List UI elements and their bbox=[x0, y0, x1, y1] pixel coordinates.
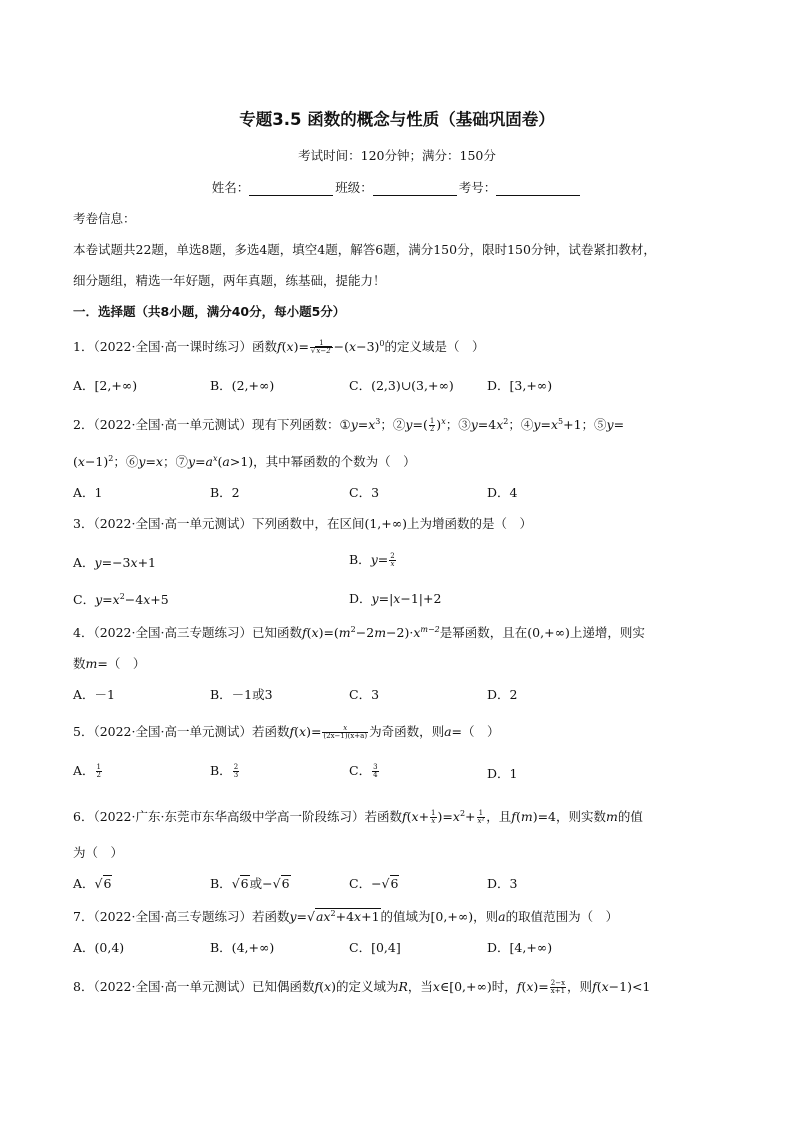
q5-mid: 为奇函数，则 bbox=[369, 724, 445, 739]
q7-mid: 的值域为 bbox=[380, 909, 431, 924]
q7-option-d: D．[4,+∞) bbox=[487, 940, 553, 955]
q5-option-c: C． $\frac{3}{4}$ bbox=[349, 763, 378, 779]
q4-option-d: D．2 bbox=[487, 687, 518, 702]
question-1: 1．（2022·全国·高一课时练习）函数f(x)= $\frac{1}{√x-2}$ $-(x-3)^0$的定义域是（ ） bbox=[73, 339, 485, 355]
q4-line2: 数 bbox=[73, 656, 86, 671]
q7-mid2: ，则 bbox=[473, 909, 499, 924]
q1-formula: f bbox=[276, 339, 282, 354]
q1-option-b: B．(2,+∞) bbox=[210, 378, 275, 393]
info-line2: 细分题组，精选一年好题，两年真题，练基础，提能力！ bbox=[73, 273, 386, 288]
q6-option-b: B．√6或−√6 bbox=[210, 876, 290, 891]
q1-option-a: A．[2,+∞) bbox=[73, 378, 138, 393]
q7-text: 7．（2022·全国·高三专题练习）若函数 bbox=[73, 909, 290, 924]
q8-mid: 的定义域为 bbox=[335, 979, 399, 994]
question-6-line2: 为（ ） bbox=[73, 845, 124, 860]
section1-heading: 一．选择题（共8小题，满分40分，每小题5分） bbox=[73, 304, 346, 319]
q6-mid: ，且 bbox=[486, 809, 512, 824]
q3-text: 3．（2022·全国·高一单元测试）下列函数中，在区间 bbox=[73, 516, 365, 531]
q7-option-c: C．[0,4] bbox=[349, 940, 401, 955]
q2-option-b: B．2 bbox=[210, 485, 240, 500]
question-5: 5．（2022·全国·高一单元测试）若函数f(x)= $\frac{x}{(2x-1)(x+a)}$ 为奇函数，则a=（ ） bbox=[73, 724, 500, 740]
q1-fraction: $\frac{1}{√x-2}$ bbox=[310, 339, 331, 355]
q8-mid2: ，当 bbox=[407, 979, 433, 994]
q7-option-a: A．(0,4) bbox=[73, 940, 125, 955]
question-8: 8．（2022·全国·高一单元测试）已知偶函数f(x)的定义域为R，当x∈[0,+∞)时，f(x)= $\frac{2-x}{x+1}$ ，则f(x−1)<1 bbox=[73, 979, 651, 995]
q4-text: 4．（2022·全国·高三专题练习）已知函数 bbox=[73, 625, 302, 640]
q8-mid3: 时， bbox=[491, 979, 517, 994]
class-blank bbox=[373, 183, 457, 196]
info-line1: 本卷试题共22题，单选8题，多选4题，填空4题，解答6题，满分150分，限时150分钟，试卷紧扣教材， bbox=[73, 242, 656, 257]
q6-option-d: D．3 bbox=[487, 876, 518, 891]
q1-tail: 的定义域是（ ） bbox=[384, 339, 485, 354]
question-4-line2: 数m=（ ） bbox=[73, 656, 146, 671]
q8-mid4: ，则 bbox=[567, 979, 593, 994]
question-2: 2．（2022·全国·高一单元测试）现有下列函数：$①y=x^3$；②y=( $\frac{1}{2}$ )$^x$；$③y=4x^2$；$④y=x^5+1$；⑤y= bbox=[73, 417, 625, 433]
q3-option-b: B．y= $\frac{2}{x}$ bbox=[349, 552, 395, 568]
q1-option-d: D．[3,+∞) bbox=[487, 378, 553, 393]
q4-option-a: A．－1 bbox=[73, 687, 115, 702]
q5-tail: （ ） bbox=[462, 724, 500, 739]
q4-mid2: 上递增，则实 bbox=[569, 625, 645, 640]
name-label: 姓名： bbox=[211, 180, 250, 195]
q4-mid: 是幂函数，且在 bbox=[439, 625, 528, 640]
question-2-line2: $(x-1)^2$；⑥y=x；$⑦y=a^x(a>1)$，其中幂函数的个数为（ ） bbox=[73, 454, 416, 469]
question-4: 4．（2022·全国·高三专题练习）已知函数$f(x)=(m^2-2m-2)\cdot x^{m-2}$是幂函数，且在(0,+∞)上递增，则实 bbox=[73, 625, 645, 640]
name-blank bbox=[249, 183, 333, 196]
page-title: 专题3.5 函数的概念与性质（基础巩固卷） bbox=[239, 110, 555, 129]
number-label: 考号： bbox=[458, 180, 497, 195]
class-label: 班级： bbox=[335, 180, 373, 195]
q2-tail: ，其中幂函数的个数为（ ） bbox=[253, 454, 416, 469]
q8-text: 8．（2022·全国·高一单元测试）已知偶函数 bbox=[73, 979, 315, 994]
q6-option-a: A．√6 bbox=[73, 876, 112, 891]
q5-text: 5．（2022·全国·高一单元测试）若函数 bbox=[73, 724, 290, 739]
q2-option-c: C．3 bbox=[349, 485, 380, 500]
q5-option-d: D．1 bbox=[487, 766, 518, 781]
q3-mid: 上为增函数的是（ ） bbox=[407, 516, 533, 531]
q6-text: 6．（2022·广东·东莞市东华高级中学高一阶段练习）若函数 bbox=[73, 809, 402, 824]
q3-option-c: C．$y=x^2-4x+5$ bbox=[73, 592, 169, 607]
q5-option-a: A． $\frac{1}{2}$ bbox=[73, 763, 101, 779]
q5-option-b: B． $\frac{2}{3}$ bbox=[210, 763, 239, 779]
q6-mid2: ，则实数 bbox=[556, 809, 607, 824]
q4-tail: （ ） bbox=[107, 656, 146, 671]
number-blank bbox=[496, 183, 580, 196]
q4-option-c: C．3 bbox=[349, 687, 380, 702]
q3-option-d: D．y=|x−1|+2 bbox=[349, 591, 442, 606]
q1-option-c: C．(2,3)∪(3,+∞) bbox=[349, 378, 454, 393]
q2-text: 2．（2022·全国·高一单元测试）现有下列函数： bbox=[73, 417, 340, 432]
q6-option-c: C．−√6 bbox=[349, 876, 399, 891]
q2-option-a: A．1 bbox=[73, 485, 103, 500]
student-info-row bbox=[0, 178, 794, 196]
q2-option-d: D．4 bbox=[487, 485, 518, 500]
q4-option-b: B．－1或3 bbox=[210, 687, 273, 702]
info-heading: 考卷信息： bbox=[73, 211, 136, 226]
q3-option-a: A．y=−3x+1 bbox=[73, 555, 156, 570]
question-3: 3．（2022·全国·高一单元测试）下列函数中，在区间(1,+∞)上为增函数的是（ ） bbox=[73, 516, 533, 531]
q1-text: 1．（2022·全国·高一课时练习）函数 bbox=[73, 339, 277, 354]
q7-option-b: B．(4,+∞) bbox=[210, 940, 275, 955]
question-6: 6．（2022·广东·东莞市东华高级中学高一阶段练习）若函数f(x+ $\frac{1}{x}$ )$=x^2+$ $\frac{1}{\text{x²}}$ ，且f(m)=4，则实数m的值 bbox=[73, 809, 643, 825]
q6-tail: 的值 bbox=[617, 809, 643, 824]
question-7: 7．（2022·全国·高三专题练习）若函数$y=√ax^2+4x+1$的值域为[0,+∞)，则a的取值范围为（ ） bbox=[73, 909, 619, 924]
q7-tail: 的取值范围为（ ） bbox=[505, 909, 619, 924]
exam-time: 考试时间：120分钟；满分：150分 bbox=[298, 148, 496, 163]
